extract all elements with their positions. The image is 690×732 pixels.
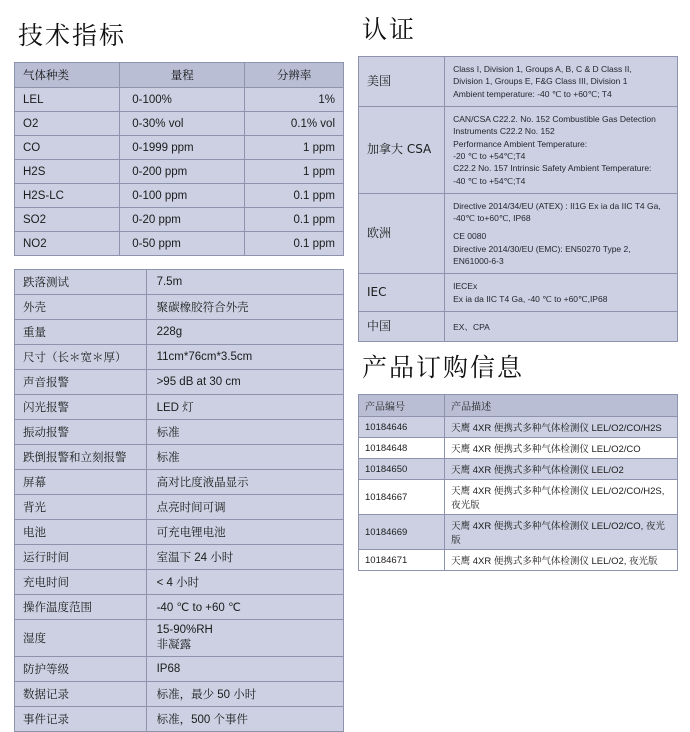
spec-value: 室温下 24 小时 (146, 545, 343, 570)
table-header-row (15, 63, 344, 88)
cell-gas: CO (15, 136, 120, 160)
cell-part-number: 10184667 (359, 480, 445, 515)
cell-description: 天鹰 4XR 便携式多种气体检测仪 LEL/O2/CO/H2S (445, 417, 678, 438)
spec-value: 标准，最少 50 小时 (146, 682, 343, 707)
cert-region: IEC (359, 274, 445, 312)
spec-label: 操作温度范围 (15, 595, 147, 620)
table-row (359, 515, 678, 550)
spec-value: >95 dB at 30 cm (146, 370, 343, 395)
cell-gas: SO2 (15, 208, 120, 232)
cert-line: Directive 2014/30/EU (EMC): EN50270 Type 2, (453, 243, 631, 254)
cert-line: IECEx (453, 281, 478, 292)
col-header-part-number: 产品编号 (359, 395, 445, 417)
table-row (15, 88, 344, 112)
table-row (15, 370, 344, 395)
cert-line: -20 ℃ to +54℃;T4 (453, 150, 526, 161)
spec-label: 背光 (15, 495, 147, 520)
cert-line: Ex ia da IIC T4 Ga, -40 ℃ to +60℃,IP68 (453, 293, 608, 304)
cell-resolution: 0.1% vol (245, 112, 344, 136)
col-header-resolution: 分辨率 (245, 63, 344, 88)
spec-value: 7.5m (146, 270, 343, 295)
table-row (15, 270, 344, 295)
table-row (15, 707, 344, 732)
cell-resolution: 1 ppm (245, 160, 344, 184)
spec-value (146, 620, 343, 657)
cert-line: -40 ℃ to +54℃;T4 (453, 175, 526, 186)
cert-details (445, 106, 678, 193)
table-row (359, 438, 678, 459)
col-header-description: 产品描述 (445, 395, 678, 417)
table-row (359, 550, 678, 571)
cell-range: 0-200 ppm (120, 160, 245, 184)
cell-range: 0-20 ppm (120, 208, 245, 232)
spec-value: -40 ℃ to +60 ℃ (146, 595, 343, 620)
table-row (15, 545, 344, 570)
table-row (15, 570, 344, 595)
spec-value: 点亮时间可调 (146, 495, 343, 520)
right-column (358, 10, 678, 571)
cell-description: 天鹰 4XR 便携式多种气体检测仪 LEL/O2 (445, 459, 678, 480)
spec-value: 11cm*76cm*3.5cm (146, 345, 343, 370)
cell-resolution: 0.1 ppm (245, 208, 344, 232)
page-title-specs: 技术指标 (18, 21, 127, 50)
spec-value: 高对比度液晶显示 (146, 470, 343, 495)
cell-resolution: 0.1 ppm (245, 184, 344, 208)
spec-label: 振动报警 (15, 420, 147, 445)
cell-gas: LEL (15, 88, 120, 112)
cell-part-number: 10184648 (359, 438, 445, 459)
table-row (15, 112, 344, 136)
table-row (15, 520, 344, 545)
spec-label: 尺寸（长＊宽＊厚） (15, 345, 147, 370)
spec-label: 跌倒报警和立刻报警 (15, 445, 147, 470)
cert-region: 欧洲 (359, 193, 445, 274)
spec-label: 闪光报警 (15, 395, 147, 420)
table-row (359, 193, 678, 274)
cell-description: 天鹰 4XR 便携式多种气体检测仪 LEL/O2, 夜光版 (445, 550, 678, 571)
spec-label: 重量 (15, 320, 147, 345)
table-row (15, 470, 344, 495)
spec-label: 屏幕 (15, 470, 147, 495)
cert-line: EX、CPA (453, 321, 490, 332)
cert-region: 美国 (359, 57, 445, 107)
cert-details (445, 312, 678, 342)
table-row (359, 417, 678, 438)
certification-table (358, 56, 678, 342)
cert-line: EN61000-6-3 (453, 256, 504, 267)
table-row (15, 495, 344, 520)
spec-value: 标准 (146, 445, 343, 470)
table-row (15, 620, 344, 657)
cell-resolution: 0.1 ppm (245, 232, 344, 256)
spec-label: 事件记录 (15, 707, 147, 732)
spec-value: 标准 (146, 420, 343, 445)
spec-label: 运行时间 (15, 545, 147, 570)
cert-line: Performance Ambient Temperature: (453, 138, 588, 149)
table-row (359, 480, 678, 515)
page-title-order-info: 产品订购信息 (362, 353, 525, 383)
cert-details (445, 193, 678, 274)
table-row (15, 136, 344, 160)
table-row (15, 232, 344, 256)
cert-region: 中国 (359, 312, 445, 342)
cert-region: 加拿大 CSA (359, 106, 445, 193)
table-header-row (359, 395, 678, 417)
table-row (15, 682, 344, 707)
cell-gas: H2S-LC (15, 184, 120, 208)
cell-part-number: 10184671 (359, 550, 445, 571)
table-row (15, 295, 344, 320)
spec-value-line-2: 非凝露 (156, 639, 192, 651)
col-header-range: 量程 (120, 63, 245, 88)
cert-line: Division 1, Groups E, F&G Class III, Division 1 (453, 76, 628, 87)
gas-spec-table (14, 62, 344, 256)
spec-value: 228g (146, 320, 343, 345)
table-row (15, 184, 344, 208)
cert-line: CE 0080 (453, 231, 487, 242)
table-row (359, 106, 678, 193)
cell-part-number: 10184650 (359, 459, 445, 480)
spec-value: 聚碳橡胶符合外壳 (146, 295, 343, 320)
order-info-table (358, 394, 678, 571)
cert-line: C22.2 No. 157 Intrinsic Safety Ambient Temperature: (453, 163, 652, 174)
spec-label: 湿度 (15, 620, 147, 657)
cert-line: Instruments C22.2 No. 152 (453, 126, 555, 137)
cert-line: Class I, Division 1, Groups A, B, C & D Class II, (453, 64, 632, 74)
spec-value-line: 15-90%RH (156, 624, 213, 636)
spec-label: 充电时间 (15, 570, 147, 595)
table-row (15, 420, 344, 445)
cell-resolution: 1% (245, 88, 344, 112)
table-row (15, 395, 344, 420)
cell-description: 天鹰 4XR 便携式多种气体检测仪 LEL/O2/CO, 夜光版 (445, 515, 678, 550)
cert-details (445, 57, 678, 107)
cell-range: 0-100% (120, 88, 245, 112)
cell-resolution: 1 ppm (245, 136, 344, 160)
cell-range: 0-50 ppm (120, 232, 245, 256)
table-row (15, 595, 344, 620)
cell-gas: NO2 (15, 232, 120, 256)
spec-value: IP68 (146, 657, 343, 682)
page-title-certification: 认证 (362, 15, 417, 44)
cell-gas: O2 (15, 112, 120, 136)
spec-label: 数据记录 (15, 682, 147, 707)
table-row (359, 57, 678, 107)
cell-part-number: 10184669 (359, 515, 445, 550)
col-header-gas: 气体种类 (15, 63, 120, 88)
cell-description: 天鹰 4XR 便携式多种气体检测仪 LEL/O2/CO/H2S, 夜光版 (445, 480, 678, 515)
table-row (15, 208, 344, 232)
spec-label: 电池 (15, 520, 147, 545)
cell-part-number: 10184646 (359, 417, 445, 438)
cert-line: -40℃ to+60℃, IP68 (453, 213, 531, 224)
spec-value: 标准，500 个事件 (146, 707, 343, 732)
table-row (15, 345, 344, 370)
cell-description: 天鹰 4XR 便携式多种气体检测仪 LEL/O2/CO (445, 438, 678, 459)
left-column (14, 10, 344, 732)
cert-details (445, 274, 678, 312)
spec-value: LED 灯 (146, 395, 343, 420)
table-row (359, 274, 678, 312)
cell-range: 0-100 ppm (120, 184, 245, 208)
spec-value: < 4 小时 (146, 570, 343, 595)
table-row (15, 445, 344, 470)
cert-line: Ambient temperature: -40 ℃ to +60℃; T4 (453, 88, 612, 99)
table-row (15, 160, 344, 184)
cert-line: CAN/CSA C22.2. No. 152 Combustible Gas Detection (453, 113, 656, 124)
table-row (15, 320, 344, 345)
spec-label: 声音报警 (15, 370, 147, 395)
spec-label: 防护等级 (15, 657, 147, 682)
table-row (359, 312, 678, 342)
spec-value: 可充电锂电池 (146, 520, 343, 545)
spec-label: 跌落测试 (15, 270, 147, 295)
cert-line: Directive 2014/34/EU (ATEX) : II1G Ex ia da IIC T4 Ga, (453, 200, 661, 211)
table-row (15, 657, 344, 682)
cell-gas: H2S (15, 160, 120, 184)
table-row (359, 459, 678, 480)
spec-label: 外壳 (15, 295, 147, 320)
physical-spec-table (14, 269, 344, 732)
cell-range: 0-30% vol (120, 112, 245, 136)
cell-range: 0-1999 ppm (120, 136, 245, 160)
